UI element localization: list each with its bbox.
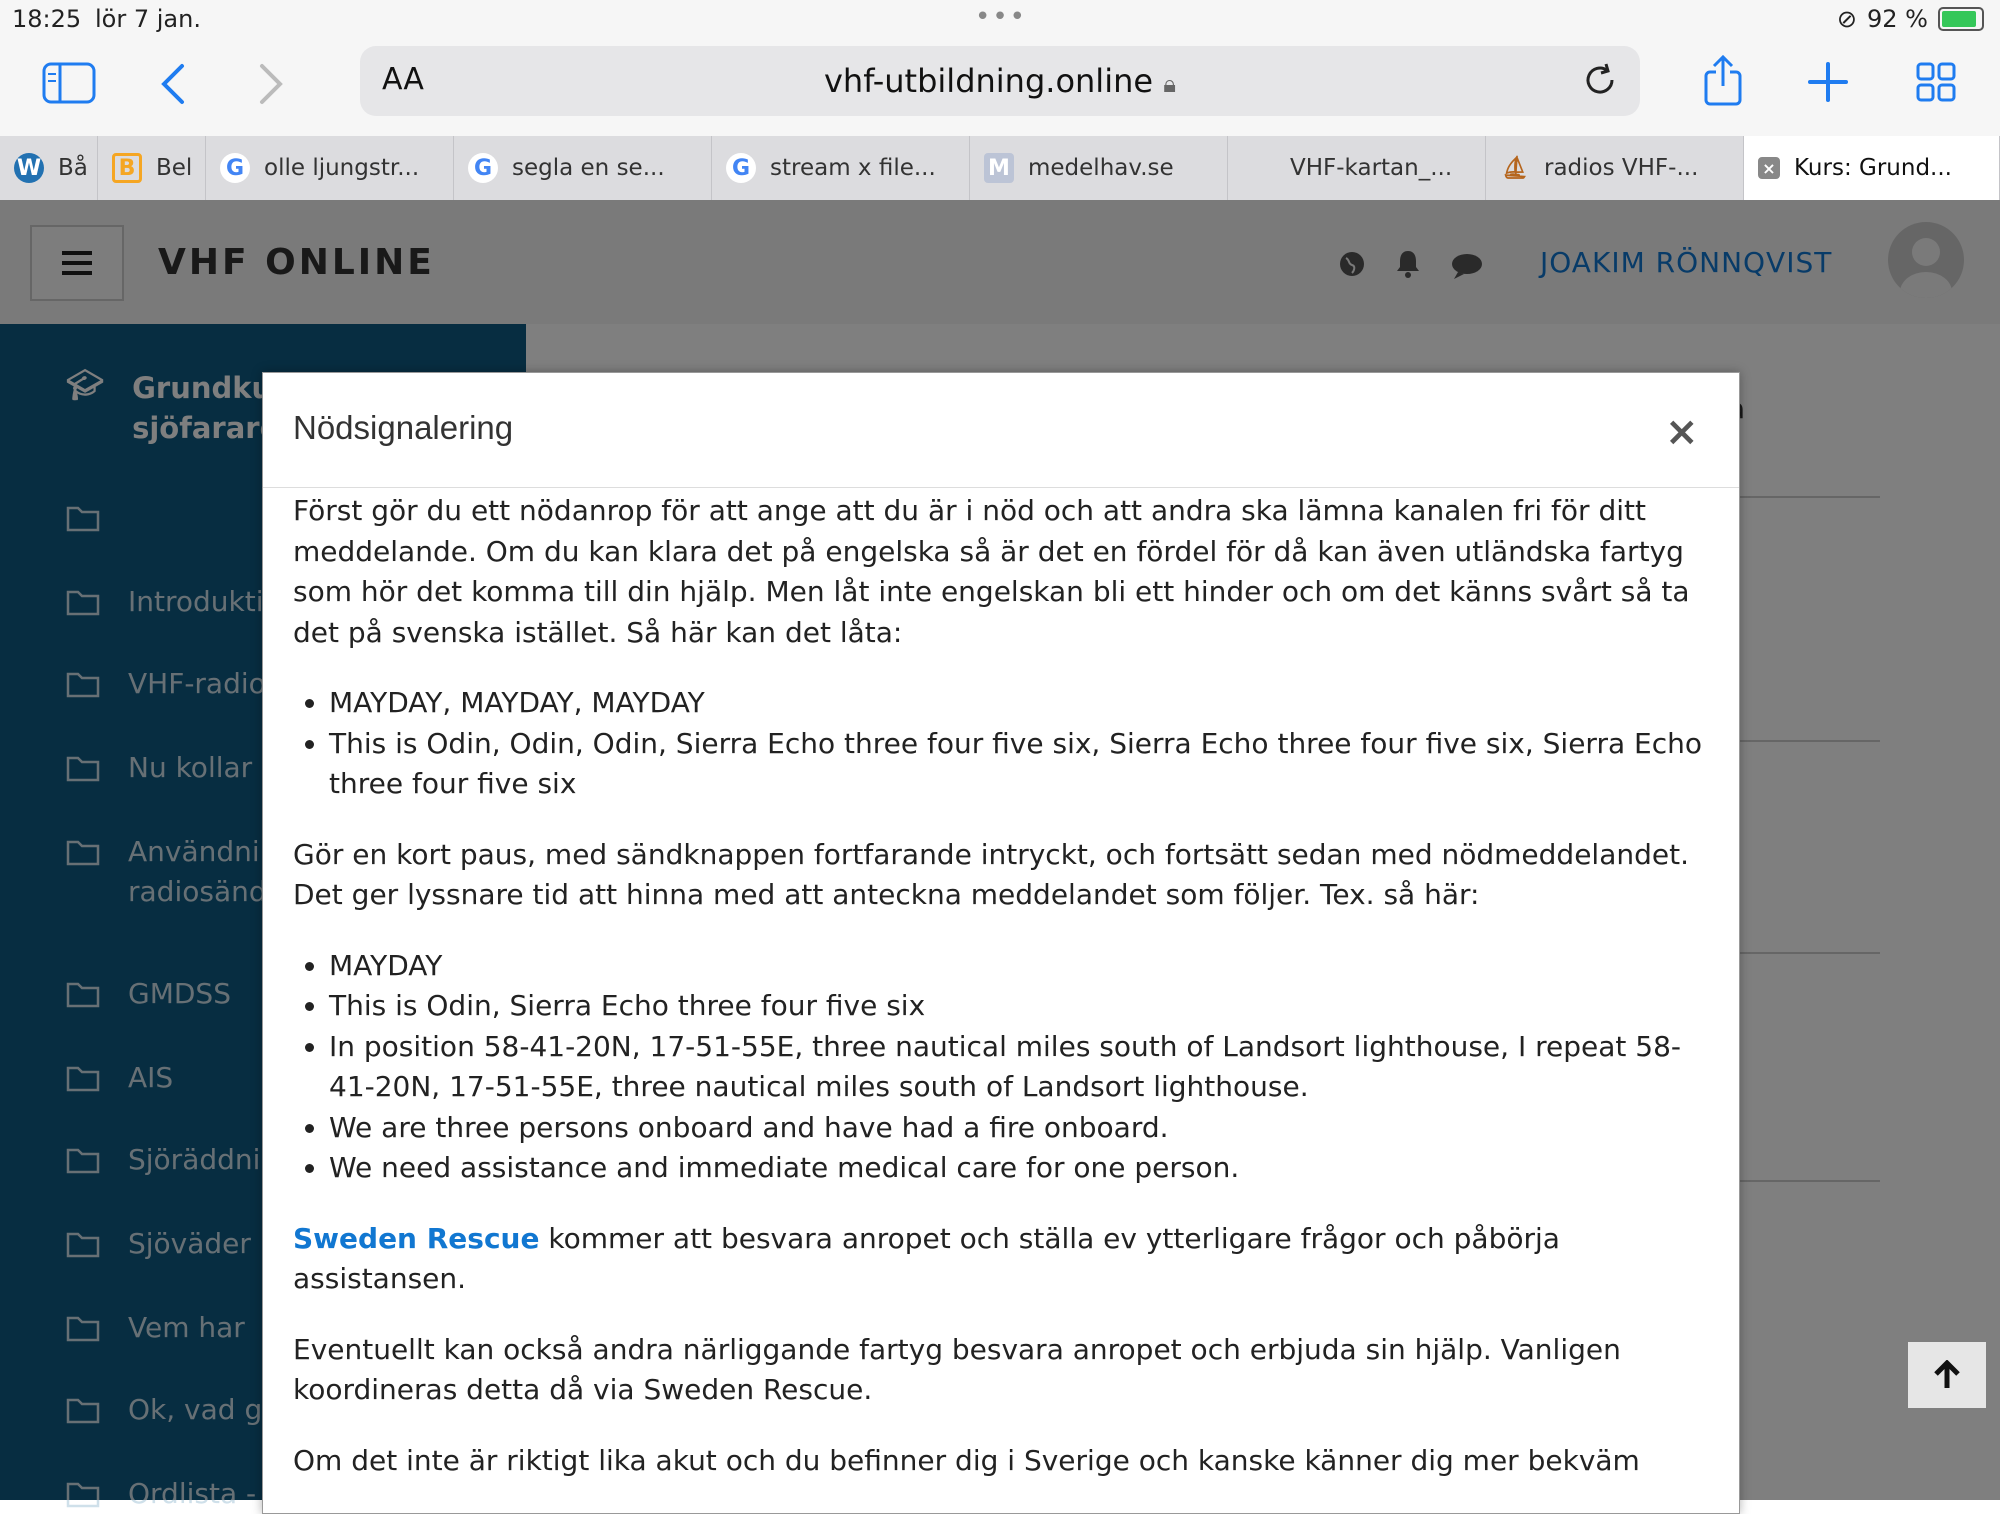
tab-ba[interactable] (0, 136, 98, 200)
m-icon: M (984, 153, 1014, 183)
ship-icon: ⛵︎ (1501, 155, 1529, 181)
intro-paragraph: Först gör du ett nödanrop för att ange att du är i nöd och att andra ska lämna kanalen fri för ditt meddelande. Om du kan klara det på engelska så är det en fördel för då kan även utländska fartyg som hör det komma till din hjälp. Men låt inte engelskan bli ett hinder och om det känns svårt så ta det på svenska istället. Så här kan det låta: (293, 494, 1690, 649)
tab-segla[interactable] (454, 136, 712, 200)
list-item: • We are three persons onboard and have had a fire onboard. (329, 1108, 1703, 1149)
list-item: • We need assistance and immediate medical care for one person. (329, 1148, 1703, 1189)
sweden-rescue-link[interactable]: Sweden Rescue (293, 1221, 540, 1255)
google-icon: G (468, 153, 498, 183)
tab-kurs[interactable] (1744, 136, 2000, 200)
close-icon[interactable]: × (1758, 157, 1780, 179)
tab-label: segla en se... (512, 155, 665, 181)
tab-label: medelhav.se (1028, 155, 1174, 181)
list-item: • This is Odin, Sierra Echo three four five six (329, 986, 1703, 1027)
address-bar[interactable] (360, 46, 1640, 116)
status-date: lör 7 jan. (95, 5, 201, 33)
arrow-up-icon (1933, 1360, 1961, 1390)
google-icon: G (726, 153, 756, 183)
tab-olle[interactable] (206, 136, 454, 200)
new-tab-icon[interactable] (1808, 62, 1848, 102)
link-icon: ⊘ (1836, 5, 1858, 33)
b-icon: B (112, 153, 142, 183)
back-icon[interactable] (158, 62, 188, 106)
browser-toolbar (0, 40, 2000, 136)
tab-label: stream x file... (770, 155, 936, 181)
tab-medelhav[interactable] (970, 136, 1228, 200)
status-bar (0, 0, 2000, 40)
google-icon: G (220, 153, 250, 183)
tab-bar (0, 136, 2000, 201)
list-item: • MAYDAY, MAYDAY, MAYDAY (329, 683, 1703, 724)
tab-radios[interactable] (1486, 136, 1744, 200)
modal-title: Nödsignalering (293, 409, 514, 446)
tab-label: Kurs: Grund... (1794, 155, 1952, 181)
last-paragraph: Om det inte är riktigt lika akut och du befinner dig i Sverige och kanske känner dig mer bekväm (293, 1443, 1640, 1477)
url-text: vhf-utbildning.online 🔒︎ (823, 62, 1176, 100)
modal-header (263, 373, 1739, 488)
status-time: 18:25 (12, 5, 82, 33)
forward-icon[interactable] (256, 62, 286, 106)
tab-label: olle ljungstr... (264, 155, 420, 181)
other-vessels-paragraph: Eventuellt kan också andra närliggande fartyg besvara anropet och erbjuda sin hjälp. Vanligen koordineras detta då via Sweden Rescue. (293, 1332, 1621, 1406)
call-list (293, 683, 1703, 805)
modal-dialog (262, 372, 1740, 1514)
reload-icon[interactable] (1580, 60, 1620, 100)
tab-stream[interactable] (712, 136, 970, 200)
tab-label: Bel (156, 155, 193, 181)
tab-label: VHF-kartan_... (1290, 155, 1453, 181)
text-size-button[interactable]: AA (382, 62, 424, 97)
lock-icon: 🔒︎ (1163, 70, 1176, 98)
tab-overview-icon[interactable] (1916, 62, 1956, 102)
tab-bel[interactable] (98, 136, 206, 200)
pause-paragraph: Gör en kort paus, med sändknappen fortfarande intryckt, och fortsätt sedan med nödmeddelandet. Det ger lyssnare tid att hinna med att anteckna meddelandet som följer. Tex. så här: (293, 837, 1689, 911)
share-icon[interactable] (1702, 54, 1744, 108)
rescue-paragraph (293, 1219, 1703, 1300)
modal-body (293, 491, 1703, 1511)
tab-label: Bå (58, 155, 88, 181)
message-list (293, 946, 1703, 1189)
tab-vhf-kartan[interactable] (1228, 136, 1486, 200)
scroll-to-top-button[interactable] (1908, 1342, 1986, 1408)
list-item: • This is Odin, Odin, Odin, Sierra Echo three four five six, Sierra Echo three four five six, Sierra Echo three four five six (329, 724, 1703, 805)
tab-label: radios VHF-... (1544, 155, 1699, 181)
battery-icon (1938, 7, 1984, 31)
wordpress-icon: W (14, 153, 44, 183)
battery-percent: 92 % (1867, 5, 1928, 33)
close-icon[interactable]: × (1665, 409, 1699, 455)
sidebar-toggle-icon[interactable] (42, 62, 96, 104)
list-item: • In position 58-41-20N, 17-51-55E, three nautical miles south of Landsort lighthouse, I repeat 58-41-20N, 17-51-55E, three nautical miles south of Landsort lighthouse. (329, 1027, 1703, 1108)
multitask-dots-icon[interactable]: ••• (975, 2, 1028, 32)
rescue-text: kommer att besvara anropet och ställa ev ytterligare frågor och påbörja assistansen. (293, 1221, 1560, 1295)
list-item: • MAYDAY (329, 946, 1703, 987)
